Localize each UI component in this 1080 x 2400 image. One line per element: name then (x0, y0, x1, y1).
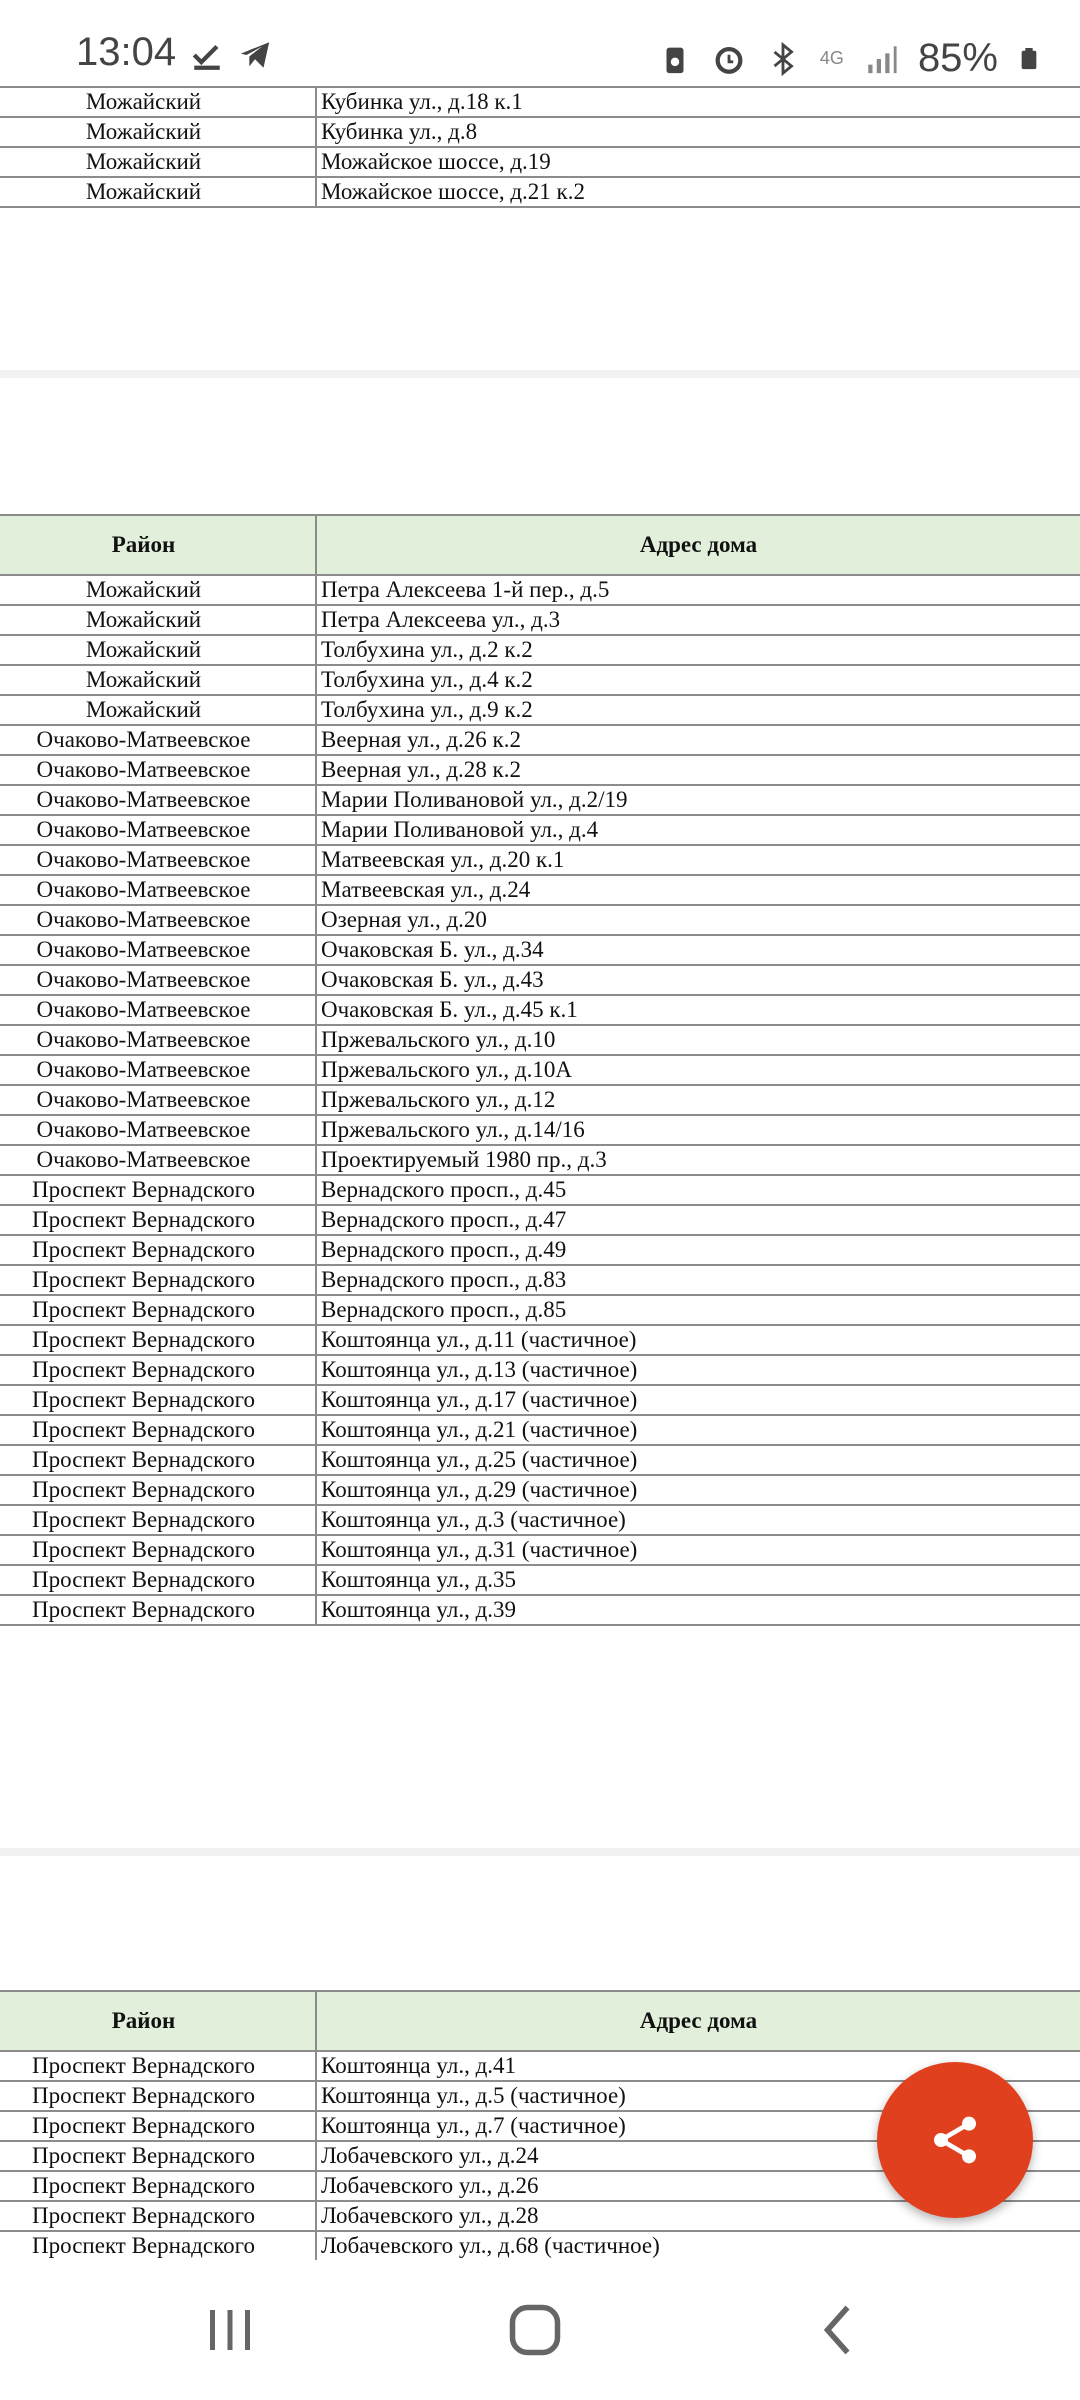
table-row (0, 177, 1080, 207)
column-header-address: Адрес дома (316, 1991, 1080, 2051)
table-row (0, 815, 1080, 845)
district-cell: Проспект Вернадского (0, 1565, 316, 1595)
district-cell: Проспект Вернадского (0, 2051, 316, 2081)
address-cell: Кубинка ул., д.18 к.1 (316, 87, 1080, 117)
district-cell: Проспект Вернадского (0, 1325, 316, 1355)
district-cell: Очаково-Матвеевское (0, 1115, 316, 1145)
address-cell: Вернадского просп., д.47 (316, 1205, 1080, 1235)
column-header-district: Район (0, 515, 316, 575)
district-cell: Проспект Вернадского (0, 2201, 316, 2231)
table-row (0, 87, 1080, 117)
address-cell: Коштоянца ул., д.3 (частичное) (316, 1505, 1080, 1535)
table-row (0, 1265, 1080, 1295)
address-cell: Коштоянца ул., д.25 (частичное) (316, 1445, 1080, 1475)
address-cell: Матвеевская ул., д.20 к.1 (316, 845, 1080, 875)
navigation-bar (0, 2260, 1080, 2400)
table-row (0, 1205, 1080, 1235)
district-cell: Очаково-Матвеевское (0, 845, 316, 875)
table-row (0, 1145, 1080, 1175)
address-cell: Озерная ул., д.20 (316, 905, 1080, 935)
table-row (0, 995, 1080, 1025)
share-icon (927, 2112, 983, 2168)
battery-icon (1018, 42, 1040, 76)
table-row (0, 1445, 1080, 1475)
address-cell: Коштоянца ул., д.5 (частичное) (316, 2081, 1080, 2111)
district-cell: Проспект Вернадского (0, 1205, 316, 1235)
table-row (0, 845, 1080, 875)
district-cell: Очаково-Матвеевское (0, 755, 316, 785)
district-cell: Проспект Вернадского (0, 1175, 316, 1205)
district-cell: Проспект Вернадского (0, 2171, 316, 2201)
district-cell: Очаково-Матвеевское (0, 905, 316, 935)
address-cell: Коштоянца ул., д.7 (частичное) (316, 2111, 1080, 2141)
address-cell: Пржевальского ул., д.12 (316, 1085, 1080, 1115)
address-cell: Марии Поливановой ул., д.4 (316, 815, 1080, 845)
table-row (0, 665, 1080, 695)
address-cell: Лобачевского ул., д.68 (частичное) (316, 2231, 1080, 2261)
district-cell: Проспект Вернадского (0, 1475, 316, 1505)
address-cell: Очаковская Б. ул., д.45 к.1 (316, 995, 1080, 1025)
address-cell: Петра Алексеева 1-й пер., д.5 (316, 575, 1080, 605)
district-cell: Проспект Вернадского (0, 2141, 316, 2171)
section-divider (0, 370, 1080, 378)
table-row (0, 1175, 1080, 1205)
address-cell: Марии Поливановой ул., д.2/19 (316, 785, 1080, 815)
signal-icon (864, 42, 898, 76)
table-row (0, 1385, 1080, 1415)
district-cell: Проспект Вернадского (0, 1235, 316, 1265)
table-row (0, 1325, 1080, 1355)
table-row (0, 1355, 1080, 1385)
address-cell: Матвеевская ул., д.24 (316, 875, 1080, 905)
address-cell: Толбухина ул., д.2 к.2 (316, 635, 1080, 665)
table-row (0, 1415, 1080, 1445)
status-bar (0, 0, 1080, 90)
status-time: 13:04 (76, 30, 177, 74)
district-cell: Очаково-Матвеевское (0, 725, 316, 755)
district-cell: Проспект Вернадского (0, 2111, 316, 2141)
address-cell: Коштоянца ул., д.35 (316, 1565, 1080, 1595)
district-cell: Очаково-Матвеевское (0, 1025, 316, 1055)
recent-apps-icon[interactable] (200, 2300, 260, 2360)
home-icon[interactable] (505, 2300, 565, 2360)
status-right-icons (658, 36, 1040, 81)
status-left-icons (190, 38, 272, 72)
table-row (0, 147, 1080, 177)
address-cell: Коштоянца ул., д.29 (частичное) (316, 1475, 1080, 1505)
district-cell: Очаково-Матвеевское (0, 935, 316, 965)
district-cell: Очаково-Матвеевское (0, 815, 316, 845)
table-header-row (0, 515, 1080, 575)
table-row (0, 1025, 1080, 1055)
district-cell: Проспект Вернадского (0, 1385, 316, 1415)
district-cell: Можайский (0, 147, 316, 177)
table-row (0, 905, 1080, 935)
table-row (0, 965, 1080, 995)
district-cell: Можайский (0, 117, 316, 147)
address-cell: Коштоянца ул., д.31 (частичное) (316, 1535, 1080, 1565)
back-icon[interactable] (810, 2300, 870, 2360)
table-row (0, 935, 1080, 965)
district-cell: Проспект Вернадского (0, 1355, 316, 1385)
address-cell: Вернадского просп., д.45 (316, 1175, 1080, 1205)
address-cell: Вернадского просп., д.83 (316, 1265, 1080, 1295)
address-table-top (0, 86, 1080, 208)
bluetooth-icon (766, 42, 800, 76)
address-cell: Коштоянца ул., д.21 (частичное) (316, 1415, 1080, 1445)
address-cell: Кубинка ул., д.8 (316, 117, 1080, 147)
district-cell: Можайский (0, 177, 316, 207)
table-row (0, 605, 1080, 635)
address-cell: Толбухина ул., д.9 к.2 (316, 695, 1080, 725)
address-cell: Коштоянца ул., д.17 (частичное) (316, 1385, 1080, 1415)
district-cell: Можайский (0, 575, 316, 605)
district-cell: Очаково-Матвеевское (0, 1055, 316, 1085)
table-top-block (0, 86, 1080, 208)
table-row (0, 695, 1080, 725)
district-cell: Можайский (0, 605, 316, 635)
battery-saver-icon (658, 42, 692, 76)
address-cell: Коштоянца ул., д.39 (316, 1595, 1080, 1625)
table-row (0, 725, 1080, 755)
district-cell: Очаково-Матвеевское (0, 1145, 316, 1175)
district-cell: Проспект Вернадского (0, 1535, 316, 1565)
table-row (0, 1235, 1080, 1265)
district-cell: Проспект Вернадского (0, 1595, 316, 1625)
table-row (0, 1505, 1080, 1535)
address-cell: Веерная ул., д.28 к.2 (316, 755, 1080, 785)
table-row (0, 785, 1080, 815)
address-cell: Можайское шоссе, д.21 к.2 (316, 177, 1080, 207)
district-cell: Проспект Вернадского (0, 1505, 316, 1535)
address-cell: Вернадского просп., д.49 (316, 1235, 1080, 1265)
table-middle-block (0, 514, 1080, 1626)
address-cell: Пржевальского ул., д.10 (316, 1025, 1080, 1055)
table-row (0, 117, 1080, 147)
table-row (0, 875, 1080, 905)
network-type: 4G (819, 48, 844, 68)
table-row (0, 575, 1080, 605)
table-row (0, 1565, 1080, 1595)
district-cell: Можайский (0, 87, 316, 117)
battery-percent: 85% (917, 36, 998, 80)
address-cell: Коштоянца ул., д.41 (316, 2051, 1080, 2081)
address-cell: Очаковская Б. ул., д.34 (316, 935, 1080, 965)
district-cell: Проспект Вернадского (0, 1265, 316, 1295)
column-header-district: Район (0, 1991, 316, 2051)
district-cell: Проспект Вернадского (0, 2081, 316, 2111)
table-row (0, 2231, 1080, 2261)
table-row (0, 1595, 1080, 1625)
address-cell: Лобачевского ул., д.28 (316, 2201, 1080, 2231)
district-cell: Проспект Вернадского (0, 2231, 316, 2261)
address-cell: Коштоянца ул., д.11 (частичное) (316, 1325, 1080, 1355)
section-divider (0, 1848, 1080, 1856)
address-cell: Толбухина ул., д.4 к.2 (316, 665, 1080, 695)
district-cell: Очаково-Матвеевское (0, 995, 316, 1025)
address-cell: Веерная ул., д.26 к.2 (316, 725, 1080, 755)
district-cell: Очаково-Матвеевское (0, 965, 316, 995)
table-row (0, 1535, 1080, 1565)
district-cell: Можайский (0, 695, 316, 725)
table-row (0, 1295, 1080, 1325)
address-cell: Очаковская Б. ул., д.43 (316, 965, 1080, 995)
district-cell: Проспект Вернадского (0, 1445, 316, 1475)
check-icon (190, 38, 224, 72)
address-cell: Коштоянца ул., д.13 (частичное) (316, 1355, 1080, 1385)
table-row (0, 1055, 1080, 1085)
address-cell: Пржевальского ул., д.10А (316, 1055, 1080, 1085)
district-cell: Очаково-Матвеевское (0, 1085, 316, 1115)
telegram-icon (238, 38, 272, 72)
address-cell: Лобачевского ул., д.24 (316, 2141, 1080, 2171)
district-cell: Проспект Вернадского (0, 1415, 316, 1445)
address-cell: Можайское шоссе, д.19 (316, 147, 1080, 177)
address-table-middle (0, 514, 1080, 1626)
district-cell: Очаково-Матвеевское (0, 875, 316, 905)
table-row (0, 1475, 1080, 1505)
alarm-icon (712, 42, 746, 76)
address-cell: Пржевальского ул., д.14/16 (316, 1115, 1080, 1145)
table-row (0, 755, 1080, 785)
address-cell: Вернадского просп., д.85 (316, 1295, 1080, 1325)
table-row (0, 635, 1080, 665)
table-row (0, 1085, 1080, 1115)
address-cell: Петра Алексеева ул., д.3 (316, 605, 1080, 635)
district-cell: Можайский (0, 635, 316, 665)
address-cell: Проектируемый 1980 пр., д.3 (316, 1145, 1080, 1175)
district-cell: Проспект Вернадского (0, 1295, 316, 1325)
address-cell: Лобачевского ул., д.26 (316, 2171, 1080, 2201)
table-row (0, 1115, 1080, 1145)
share-button[interactable] (877, 2062, 1033, 2218)
district-cell: Очаково-Матвеевское (0, 785, 316, 815)
column-header-address: Адрес дома (316, 515, 1080, 575)
district-cell: Можайский (0, 665, 316, 695)
table-header-row (0, 1991, 1080, 2051)
